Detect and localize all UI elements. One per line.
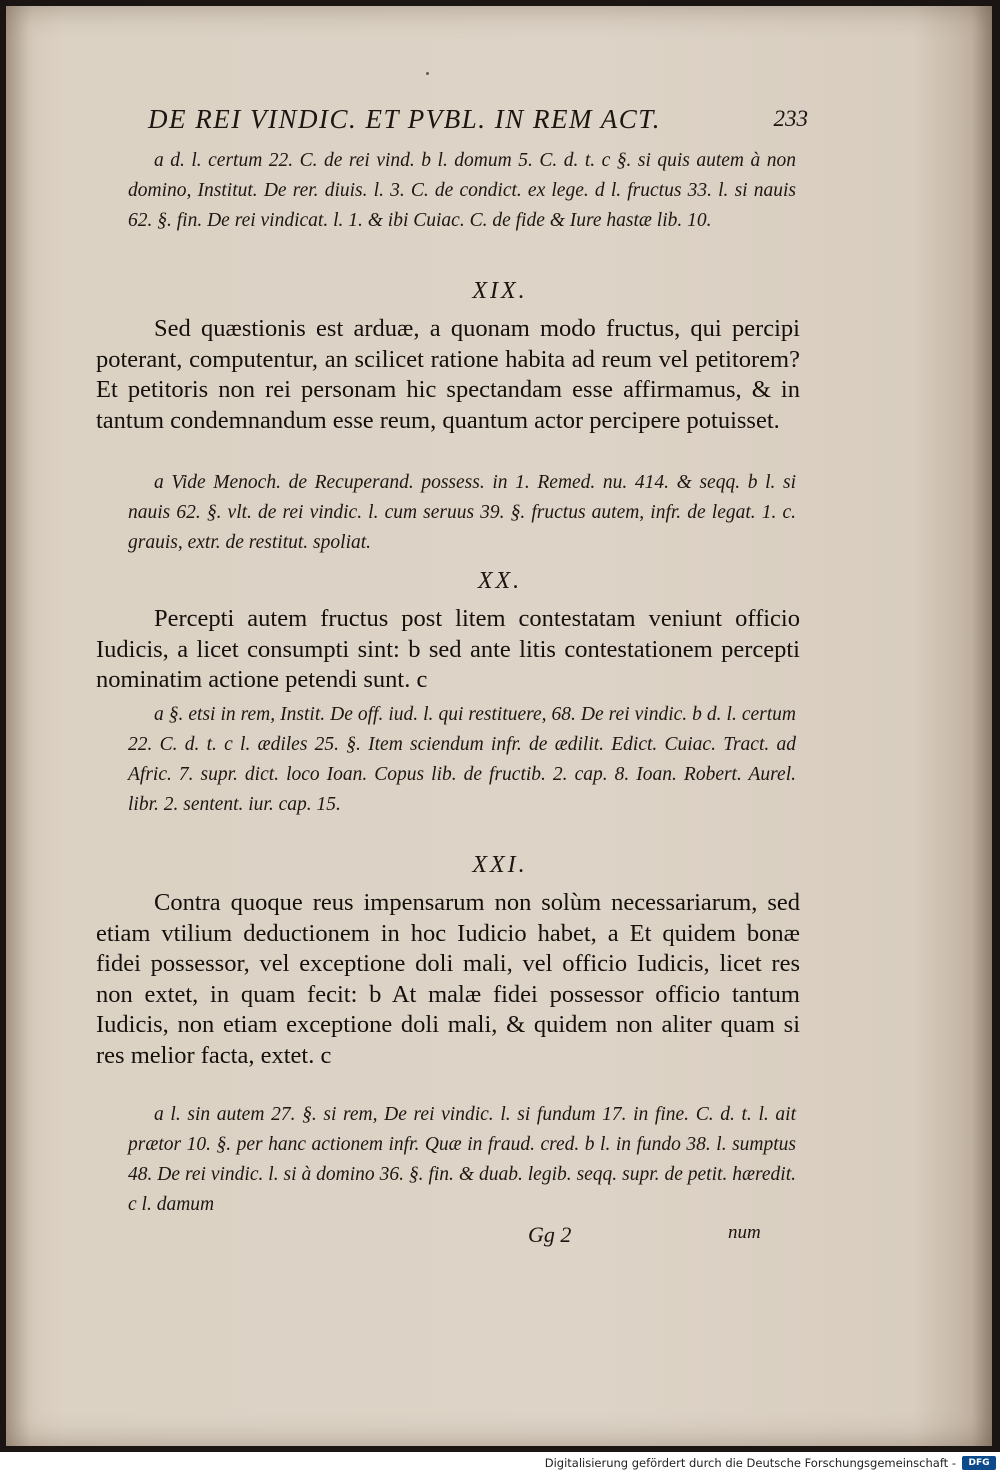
footnote-block-1: a d. l. certum 22. C. de rei vind. b l. domum 5. C. d. t. c §. si quis autem à non domino, Institut. De rer. diuis. l. 3. C. de condict. ex lege. d l. fructus 33. l. si nauis 62. §. fin. De rei vindicat. l. 1. & ibi Cuiac. C. de fide & Iure hastæ lib. 10.: [128, 150, 796, 231]
signature-mark: Gg 2: [528, 1222, 572, 1247]
footnote-block-3: a §. etsi in rem, Instit. De off. iud. l. qui restituere, 68. De rei vindic. b d. l. certum 22. C. d. t. c l. ædiles 25. §. Item sciendum infr. de ædilit. Edict. Cuiac. Tract. ad Afric. 7. supr. dict. loco Ioan. Copus lib. de fructib. 2. cap. 8. Ioan. Robert. Aurel. libr. 2. sentent. iur. cap. 15.: [128, 704, 796, 815]
section-heading-xxi: XXI.: [472, 852, 528, 878]
catchline: [0, 1222, 1000, 1252]
footer-bar: [0, 1452, 1000, 1474]
section-heading-xx: XX.: [477, 568, 523, 594]
page-number: 233: [773, 106, 808, 131]
footnote-block-4: a l. sin autem 27. §. si rem, De rei vindic. l. si fundum 17. in fine. C. d. t. l. ait prætor 10. §. per hanc actionem infr. Quæ in fraud. cred. b l. in fundo 38. l. sumptus 48. De rei vindic. l. si à domino 36. §. fin. & duab. legib. seqq. supr. de petit. hæredit. c l. damum: [128, 1104, 796, 1215]
running-head: DE REI VINDIC. ET PVBL. IN REM ACT.: [148, 104, 661, 134]
dfg-logo: DFG: [962, 1456, 996, 1470]
funding-note: Digitalisierung gefördert durch die Deutsche Forschungsgemeinschaft -: [544, 1456, 956, 1470]
paragraph-xxi: Contra quoque reus impensarum non solùm necessariarum, sed etiam vtilium deductionem in hoc Iudicio habet, a Et quidem bonæ fidei possessor, vel exceptione doli mali, vel officio Iudicis, licet res non extet, in quam fecit: b At malæ fidei possessor officio tantum Iudicis, non etiam exceptione doli mali, & quidem non aliter quam si res melior facta, extet. c: [96, 889, 800, 1069]
section-heading-xix: XIX.: [472, 278, 528, 304]
page-header: [148, 104, 808, 144]
page-mark: [426, 72, 429, 75]
footnote-block-2: a Vide Menoch. de Recuperand. possess. in 1. Remed. nu. 414. & seqq. b l. si nauis 62. §. vlt. de rei vindic. l. cum seruus 39. §. fructus autem, infr. de legat. 1. c. grauis, extr. de restitut. spoliat.: [128, 472, 796, 553]
catchword: num: [728, 1222, 761, 1243]
paragraph-xix: Sed quæstionis est arduæ, a quonam modo fructus, qui percipi poterant, computentur, an scilicet ratione habita ad reum vel petitorem? Et petitoris non rei personam hic spectandam esse affirmamus, & in tantum condemnandum esse reum, quantum actor percipere potuisset.: [96, 315, 800, 434]
paragraph-xx: Percepti autem fructus post litem contestatam veniunt officio Iudicis, a licet consumpti sint: b sed ante litis contestationem percepti nominatim actione petendi sunt. c: [96, 605, 800, 693]
